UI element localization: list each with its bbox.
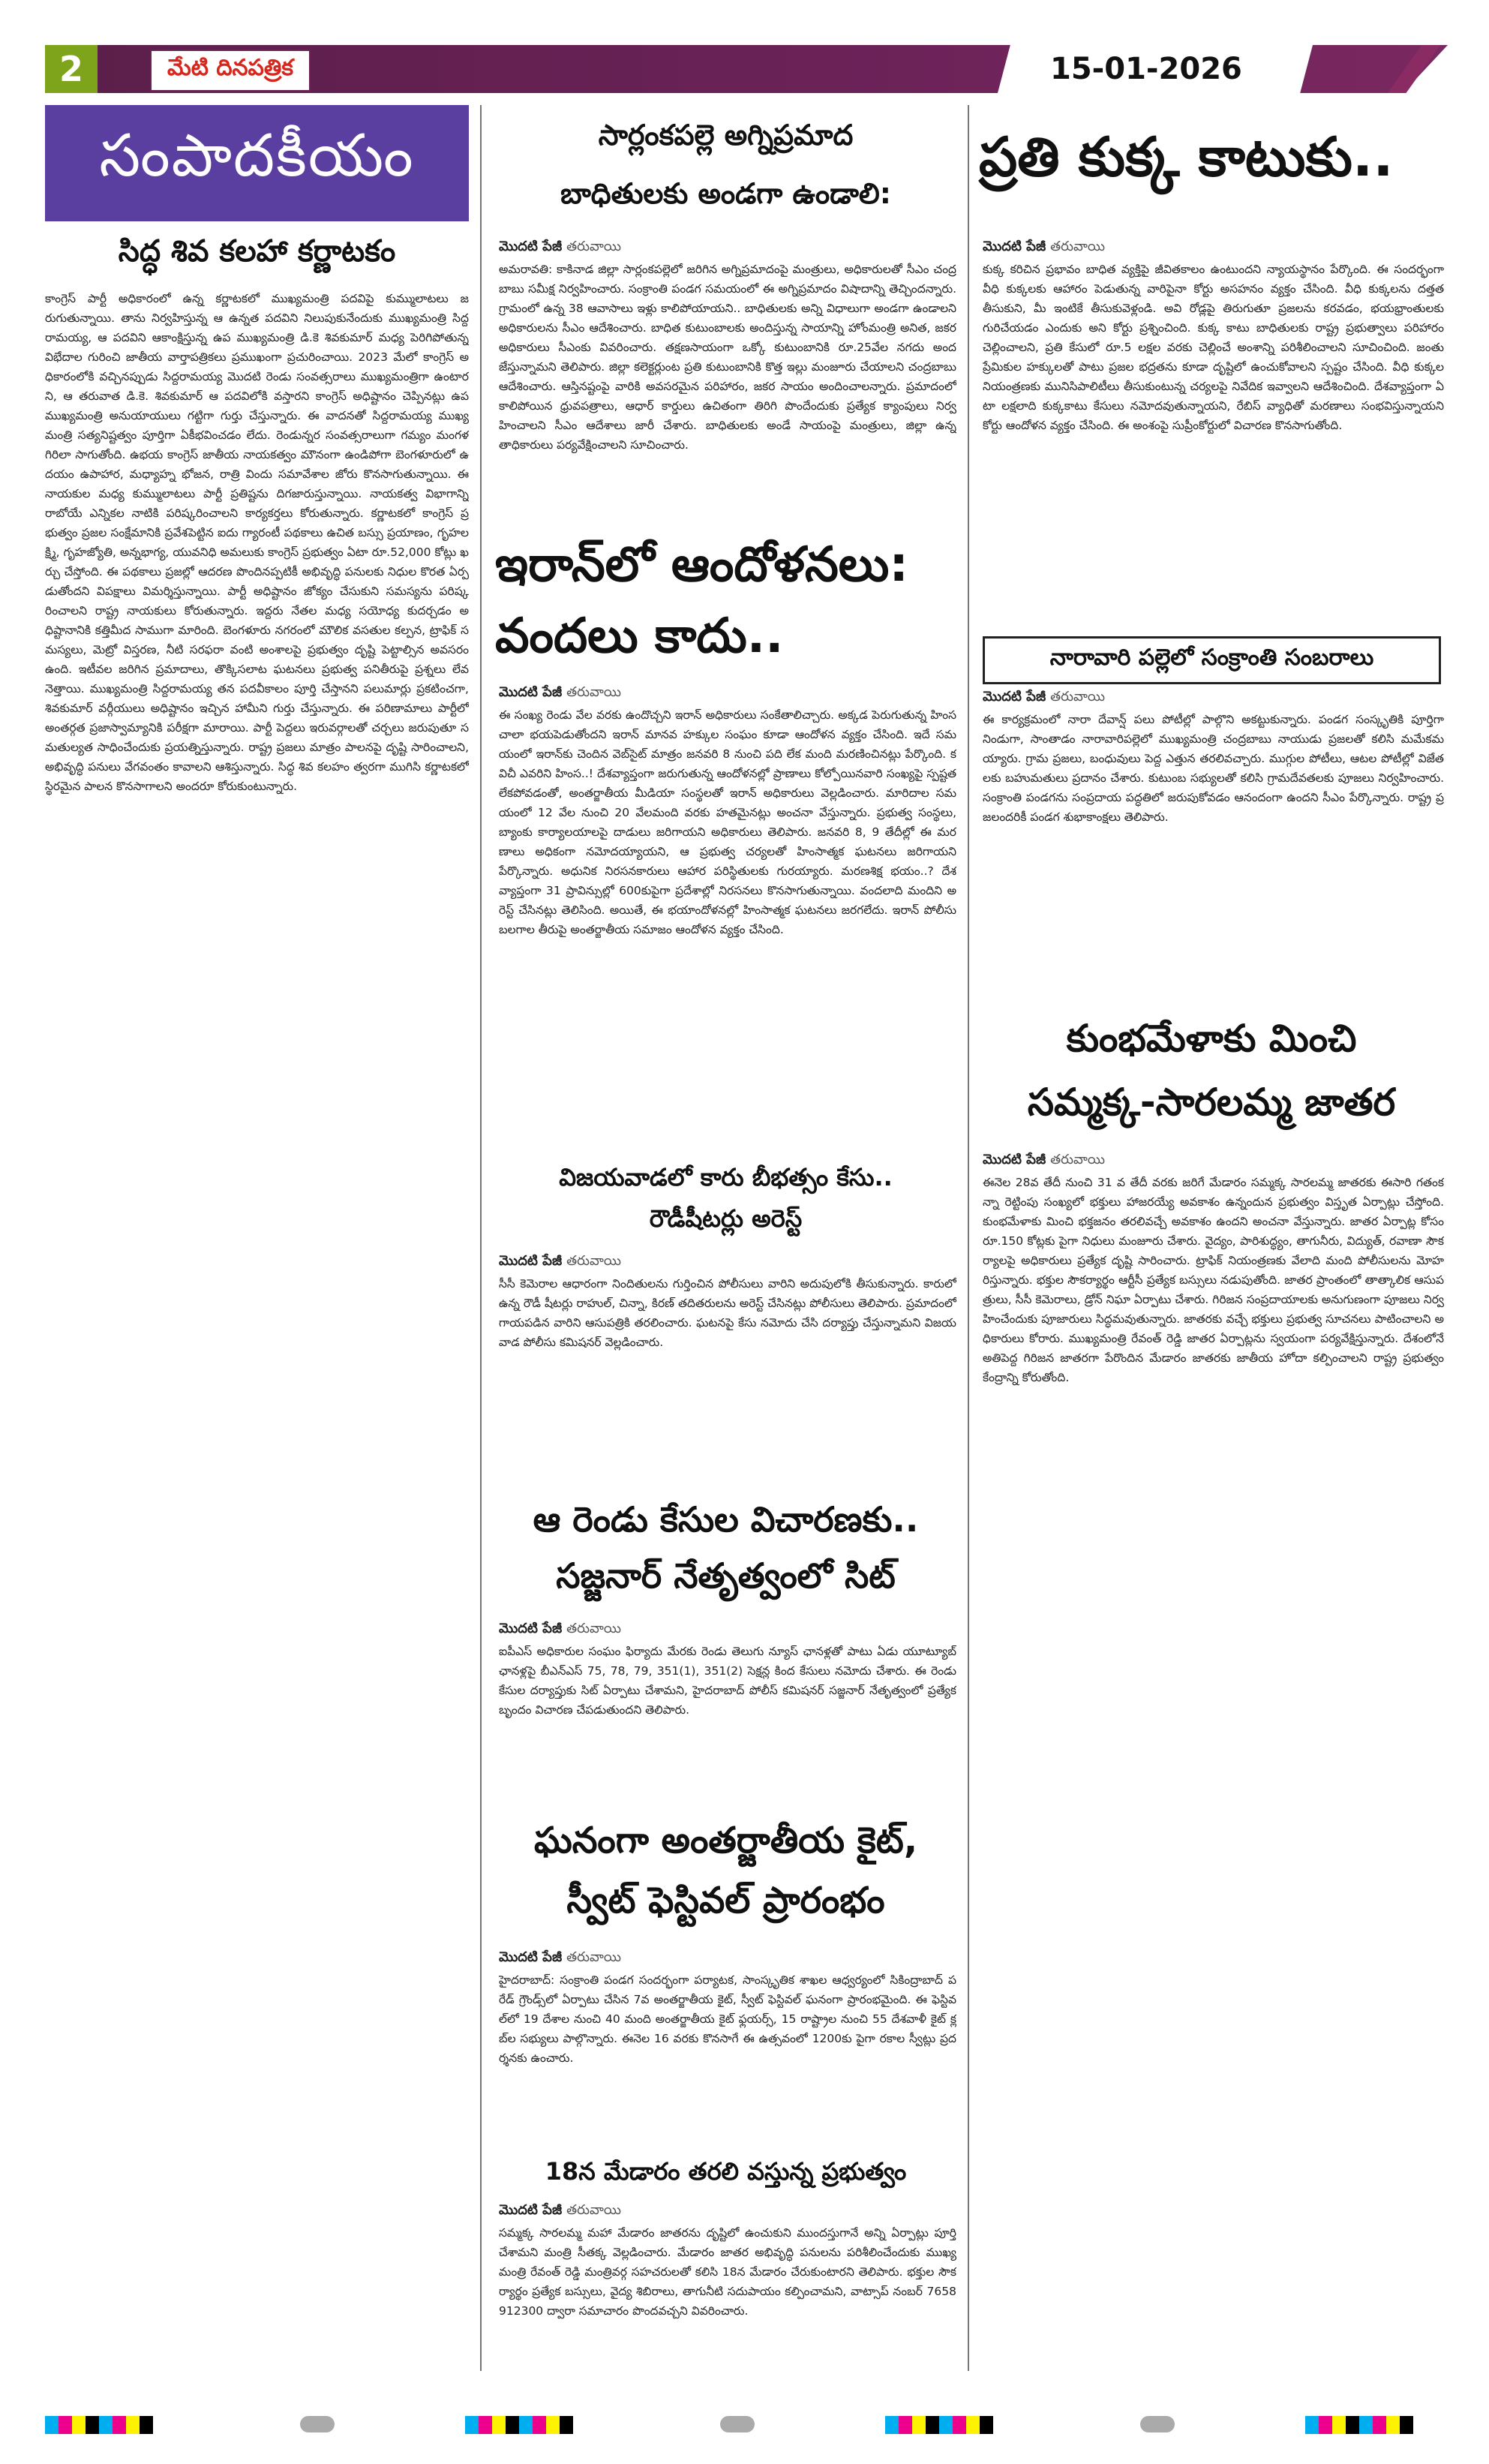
article4-subhead: సజ్జనార్ నేతృత్వంలో సిట్ [556,1555,896,1596]
article9-body: ఈనెల 28వ తేదీ నుంచి 31 వ తేదీ వరకు జరిగే మేడారం సమ్మక్క సారలమ్మ జాతరకు ఈసారి గతంకన్నా రెట్టింపు సంఖ్యలో భక్తులు హాజరయ్యే అవకాశం ఉన్నందున ప్రభుత్వం విస్తృత ఏర్పాట్లు చేస్తోంది. కుంభమేళాకు మించి భక్తజనం తరలివచ్చే అవకాశం ఉందని అంచనా వేస్తున్నారు. జాతర ఏర్పాట్ల కోసం రూ.150 కోట్లకు పైగా నిధులు మంజూరు చేశారు. వైద్యం, పారిశుద్ధ్యం, తాగునీరు, విద్యుత్, రవాణా సౌకర్యాలపై అధికారులు ప్రత్యేక దృష్టి సారించారు. ట్రాఫిక్ నియంత్రణకు వేలాది మంది పోలీసులను మోహరిస్తున్నారు. భక్తుల సౌకర్యార్థం ఆర్టీసీ ప్రత్యేక బస్సులు నడుపుతోంది. జాతర ప్రాంతంలో తాత్కాలిక ఆసుపత్రులు, సీసీ కెమెరాలు, డ్రోన్ నిఘా ఏర్పాటు చేశారు. గిరిజన సంప్రదాయాలకు అనుగుణంగా పూజలు నిర్వహించేందుకు పూజారులు సిద్ధమవుతున్నారు. జాతరకు వచ్చే భక్తులు ప్రభుత్వ సూచనలు పాటించాలని అధికారులు కోరారు. ముఖ్యమంత్రి రేవంత్ రెడ్డి జాతర ఏర్పాట్లను స్వయంగా పర్యవేక్షిస్తున్నారు. దేశంలోనే అతిపెద్ద గిరిజన జాతరగా పేరొందిన మేడారం జాతరకు జాతీయ హోదా కల్పించాలని రాష్ట్ర ప్రభుత్వం కేంద్రాన్ని కోరుతోంది. [983,1176,1444,1384]
article2-body: ఈ సంఖ్య రెండు వేల వరకు ఉందొచ్చని ఇరాన్ అధికారులు సంకేతాలిచ్చారు. అక్కడ పెరుగుతున్న హింస చాలా భయపెడుతోందని ఇరాన్ మానవ హక్కుల సంఘం కూడా ఆందోళన వ్యక్తం చేసింది. ఇదే సమయంలో ఇరాన్‌కు చెందిన వెబ్‌సైట్ మాత్రం జనవరి 8 నుంచి పది లేక మంది మరణించినట్లు పేర్కొంది. కవిచీ ఎవరిని హింస..! దేశవ్యాప్తంగా జరుగుతున్న ఆందోళనల్లో ప్రాణాలు కోల్పోయినవారి సంఖ్యపై స్పష్టత లేకపోవడంతో, అంతర్జాతీయ మీడియా సంస్థలతో ఇరాన్ అధికారులు వెల్లడించారు. మారిదాల సమయంలో 12 వేల నుంచి 20 వేలమంది వరకు హతమైనట్లు అంచనా వేస్తున్నారు. ప్రభుత్వ సంస్థలు, బ్యాంకు కార్యాలయాలపై దాడులు జరిగాయని అధికారులు తెలిపారు. జనవరి 8, 9 తేదీల్లో ఈ మరణాలు అధికంగా నమోదయ్యాయని, ఆ ప్రభుత్వ చర్యలతో హింసాత్మక ఘటనలు జరిగాయని పేర్కొన్నారు. అధునిక నిరసనకారులు ఆహార పరిస్థితులకు గురయ్యారు. మరణశిక్ష భయం..? దేశవ్యాప్తంగా 31 ప్రావిన్సుల్లో 600కుపైగా ప్రదేశాల్లో నిరసనలు కొనసాగుతున్నాయి. వందలాది మందిని అరెస్ట్ చేసినట్లు తెలిసింది. అయితే, ఈ భయాందోళనల్లో హింసాత్మక ఘటనలు జరగలేదు. ఇరాన్ పోలీసు బలగాల తీరుపై అంతర్జాతీయ సమాజం ఆందోళన వ్యక్తం చేసింది. [499,708,956,936]
article4-body: ఐపీఎస్ అధికారుల సంఘం ఫిర్యాదు మేరకు రెండు తెలుగు న్యూస్ ఛానళ్లతో పాటు ఏడు యూట్యూబ్ ఛానళ్లపై బీఎన్ఎస్ 75, 78, 79, 351(1), 351(2) సెక్షన్ల కింద కేసులు నమోదు చేశారు. ఈ రెండు కేసుల దర్యాప్తుకు సిట్ ఏర్పాటు చేశామని, హైదరాబాద్ పోలీస్ కమిషనర్ సజ్జనార్ నేతృత్వంలో ప్రత్యేక బృందం విచారణ చేపడుతుందని తెలిపారు. [499,1645,956,1717]
color-registration-bar [465,2416,573,2434]
article8-body: ఈ కార్యక్రమంలో నారా దేవాన్ష్ పలు పోటీల్లో పాల్గొని అకట్టుకున్నారు. పండగ సంస్కృతికి పూర్తిగా నిండుగా, సాంతాడం నారావారిపల్లెలో ముఖ్యమంత్రి చంద్రబాబు నాయుడు ప్రజలతో కలిసి మమేకమయ్యారు. గ్రామ ప్రజలు, బంధువులు పెద్ద ఎత్తున తరలివచ్చారు. ముగ్గుల పోటీలు, ఆటల పోటీల్లో విజేతలకు బహుమతులు ప్రదానం చేశారు. కుటుంబ సభ్యులతో కలిసి గ్రామదేవతలకు పూజలు నిర్వహించారు. సంక్రాంతి పండగను సంప్రదాయ పద్ధతిలో జరుపుకోవడం ఆనందంగా ఉందని సీఎం పేర్కొన్నారు. రాష్ట్ర ప్రజలందరికీ పండగ శుభాకాంక్షలు తెలిపారు. [983,713,1444,824]
article8-headline: నారావారి పల్లెలో సంక్రాంతి సంబరాలు [1049,645,1374,671]
column-divider [968,105,969,2371]
article2-headline-line1: ఇరాన్‌లో ఆందోళనలు: [495,536,908,593]
article1-headline-line1: సార్లంకపల్లె అగ్నిప్రమాద [598,119,854,152]
color-registration-bar [1305,2416,1413,2434]
column-divider [480,105,482,2371]
registration-pill [1140,2416,1175,2432]
article3-subhead: రౌడీషీటర్లు అరెస్ట్ [649,1203,803,1233]
article7-headline: ప్రతి కుక్క కాటుకు.. [979,125,1394,188]
article2-byline: మొదటి పేజీ తరువాయి [499,684,622,700]
editorial-banner: సంపాదకీయం [45,105,469,221]
article4-byline: మొదటి పేజీ తరువాయి [499,1621,622,1636]
article9-headline-line2: సమ్మక్క-సారలమ్మ జాతర [1027,1080,1396,1124]
editorial-body: కాంగ్రెస్ పార్టీ అధికారంలో ఉన్న కర్ణాటకలో ముఖ్యమంత్రి పదవిపై కుమ్ములాటలు జరుగుతున్నాయి. తాను నిర్వహిస్తున్న ఆ ఉన్నత పదవిని నిలుపుకునేందుకు ముఖ్యమంత్రి సిద్దరామయ్య, ఆ పదవిని ఆకాంక్షిస్తున్న ఉప ముఖ్యమంత్రి డి.కె శివకుమార్ మధ్య పెరిగిపోతున్న విభేదాల గురించి జాతీయ వార్తాపత్రికలు ప్రముఖంగా ప్రచురించాయి. 2023 మేలో కాంగ్రెస్ అధికారంలోకి వచ్చినప్పుడు సిద్దరామయ్య మొదటి రెండు సంవత్సరాలు ముఖ్యమంత్రిగా ఉంటారని, ఆ తరువాత డి.కె. శివకుమార్ ఆ పదవిలోకి వస్తారని కాంగ్రెస్ అధిష్టానం చెప్పినట్లు ఉప ముఖ్యమంత్రి అనుయాయులు గట్టిగా గుర్తు చేస్తున్నారు. ఈ వాదనతో సిద్దరామయ్య ముఖ్యమంత్రి సత్యనిష్టత్వం పూర్తిగా ఏకీభవించడం లేదు. రెండున్నర సంవత్సరాలుగా గమ్యం మంగళగిరిలా సాగుతోంది. ఉభయ కాంగ్రెస్ జాతీయ నాయకత్వం మౌనంగా ఉండిపోగా బెంగళూరులో ఉదయం ఉపాహార, మధ్యాహ్న భోజన, రాత్రి విందు సమావేశాల జోరు కొనసాగుతున్నాయి. ఈ నాయకుల మధ్య కుమ్ములాటలు పార్టీ ప్రతిష్టను దిగజారుస్తున్నాయి. నాయకత్వ విభాగాన్ని రాబోయే ఎన్నికల నాటికి పరిష్కరించాలని కార్యకర్తలు కోరుతున్నారు. కర్ణాటకలో కాంగ్రెస్ ప్రభుత్వం ప్రజల సంక్షేమానికి ప్రవేశపెట్టిన ఐదు గ్యారంటీ పథకాలు ఉచిత బస్సు ప్రయాణం, గృహలక్ష్మి, గృహజ్యోతి, అన్నభాగ్య, యువనిధి అమలుకు కాంగ్రెస్ ప్రభుత్వం ఏటా రూ.52,000 కోట్లు ఖర్చు చేస్తోంది. ఈ పథకాలు ప్రజల్లో ఆదరణ పొందినప్పటికీ అభివృద్ధి పనులకు నిధుల కొరత ఏర్పడుతోందని విపక్షాలు విమర్శిస్తున్నాయి. పార్టీ అధిష్టానం జోక్యం చేసుకుని సమస్యను పరిష్కరించాలని రాష్ట్ర నాయకులు కోరుతున్నారు. ఇద్దరు నేతల మధ్య సయోధ్య కుదర్చడం అధిష్టానానికి కత్తిమీద సాముగా మారింది. బెంగళూరు నగరంలో మౌలిక వసతుల కల్పన, ట్రాఫిక్ సమస్యలు, మెట్రో విస్తరణ, నీటి సరఫరా వంటి అంశాలపై ప్రభుత్వం దృష్టి పెట్టాల్సిన అవసరం ఉంది. ఇటీవల జరిగిన ప్రమాదాలు, తొక్కిసలాట ఘటనలు ప్రభుత్వ పనితీరుపై ప్రశ్నలు లేవనెత్తాయి. ముఖ్యమంత్రి సిద్దరామయ్య తన పదవీకాలం పూర్తి చేస్తానని పలుమార్లు ప్రకటించగా, శివకుమార్ వర్గీయులు అధిష్టానం ఇచ్చిన హామీని గుర్తు చేస్తున్నారు. ఈ పరిణామాలు పార్టీలో అంతర్గత ప్రజాస్వామ్యానికి పరీక్షగా మారాయి. పార్టీ పెద్దలు ఇరువర్గాలతో చర్చలు జరుపుతూ సమతుల్యత సాధించేందుకు ప్రయత్నిస్తున్నారు. రాష్ట్ర ప్రజలు మాత్రం పాలనపై దృష్టి సారించాలని, అభివృద్ధి పనులు వేగవంతం కావాలని ఆశిస్తున్నారు. సిద్ధ శివ కలహం త్వరగా ముగిసి కర్ణాటకలో స్థిరమైన పాలన కొనసాగాలని అందరూ కోరుకుంటున్నారు. [45,292,469,793]
editorial-headline: సిద్ధ శివ కలహా కర్ణాటకం [118,234,396,269]
article9-byline: మొదటి పేజీ తరువాయి [983,1152,1106,1167]
page-number: 2 [45,45,98,93]
article5-headline-line1: ఘనంగా అంతర్జాతీయ కైట్, [533,1819,918,1862]
article6-byline: మొదటి పేజీ తరువాయి [499,2202,622,2218]
registration-pill [720,2416,755,2432]
article5-headline-line2: స్వీట్ ఫెస్టివల్ ప్రారంభం [566,1880,885,1922]
article9-headline-line1: కుంభమేళాకు మించి [1066,1016,1357,1060]
masthead-logo: మేటి దినపత్రిక [150,50,311,92]
article3-body: సీసీ కెమెరాల ఆధారంగా నిందితులను గుర్తించిన పోలీసులు వారిని అదుపులోకి తీసుకున్నారు. కారులో ఉన్న రౌడీ షీటర్లు రాహుల్, చిన్నా, కిరణ్ తదితరులను అరెస్ట్ చేసినట్లు పోలీసులు తెలిపారు. ప్రమాదంలో గాయపడిన వారిని ఆసుపత్రికి తరలించారు. ఘటనపై కేసు నమోదు చేసి దర్యాప్తు చేస్తున్నామని విజయవాడ పోలీసు కమిషనర్ వెల్లడించారు. [499,1277,956,1349]
color-registration-bar [45,2416,153,2434]
article6-body: సమ్మక్క సారలమ్మ మహా మేడారం జాతరను దృష్టిలో ఉంచుకుని ముందస్తుగానే అన్ని ఏర్పాట్లు పూర్తి చేశామని మంత్రి సీతక్క వెల్లడించారు. మేడారం జాతర అభివృద్ధి పనులను పరిశీలించేందుకు ముఖ్యమంత్రి రేవంత్ రెడ్డి మంత్రివర్గ సహచరులతో కలిసి 18న మేడారం చేరుకుంటారని తెలిపారు. భక్తుల సౌకర్యార్థం ప్రత్యేక బస్సులు, వైద్య శిబిరాలు, తాగునీటి సదుపాయం కల్పించామని, వాట్సాప్ నంబర్ 7658912300 ద్వారా సమాచారం పొందవచ్చని వివరించారు. [499,2226,956,2318]
article4-headline: ఆ రెండు కేసుల విచారణకు.. [533,1499,919,1540]
article3-byline: మొదటి పేజీ తరువాయి [499,1253,622,1269]
article8-headline-box [983,636,1441,684]
article2-headline-line2: వందలు కాదు.. [495,608,784,664]
issue-date: 15-01-2026 [1050,52,1242,86]
registration-pill [300,2416,335,2432]
article7-body: కుక్క కరిచిన ప్రభావం బాధిత వ్యక్తిపై జీవితకాలం ఉంటుందని న్యాయస్థానం పేర్కొంది. ఈ సందర్భంగా వీధి కుక్కలకు ఆహారం పెడుతున్న వారిపైనా కోర్టు అసహనం వ్యక్తం చేసింది. వీధి కుక్కలను దత్తత తీసుకుని, మీ ఇంటికే తీసుకువెళ్లండి. అవి రోడ్లపై తిరుగుతూ ప్రజలను కరవడం, భయభ్రాంతులకు గురిచేయడం ఎందుకు అని కోర్టు ప్రశ్నించింది. కుక్క కాటు బాధితులకు రాష్ట్ర ప్రభుత్వాలు పరిహారం చెల్లించాలని, ప్రతి కేసులో రూ.5 లక్షల వరకు చెల్లించే అంశాన్ని పరిశీలించాలని సూచించింది. జంతు ప్రేమికుల హక్కులతో పాటు ప్రజల భద్రతను కూడా దృష్టిలో ఉంచుకోవాలని స్పష్టం చేసింది. వీధి కుక్కల నియంత్రణకు మునిసిపాలిటీలు తీసుకుంటున్న చర్యలపై నివేదిక ఇవ్వాలని ఆదేశించింది. దేశవ్యాప్తంగా ఏటా లక్షలాది కుక్కకాటు కేసులు నమోదవుతున్నాయని, రేబిస్ వ్యాధితో మరణాలు సంభవిస్తున్నాయని కోర్టు ఆందోళన వ్యక్తం చేసింది. ఈ అంశంపై సుప్రీంకోర్టులో విచారణ కొనసాగుతోంది. [983,263,1444,432]
article6-headline: 18న మేడారం తరలి వస్తున్న ప్రభుత్వం [545,2156,907,2186]
article3-headline: విజయవాడలో కారు బీభత్సం కేసు.. [559,1162,893,1191]
article7-byline: మొదటి పేజీ తరువాయి [983,239,1106,254]
article1-headline-line2: బాధితులకు అండగా ఉండాలి: [560,177,891,210]
color-registration-bar [885,2416,993,2434]
article5-body: హైదరాబాద్: సంక్రాంతి పండగ సందర్భంగా పర్యాటక, సాంస్కృతిక శాఖల ఆధ్వర్యంలో సికింద్రాబాద్ పరేడ్ గ్రౌండ్స్‌లో ఏర్పాటు చేసిన 7వ అంతర్జాతీయ కైట్, స్వీట్ ఫెస్టివల్ ఘనంగా ప్రారంభమైంది. ఈ ఫెస్టివల్‌లో 19 దేశాల నుంచి 40 మంది అంతర్జాతీయ కైట్ ఫ్లయర్స్, 15 రాష్ట్రాల నుంచి 55 దేశవాళీ కైట్ క్లబ్‌ల సభ్యులు పాల్గొన్నారు. ఈనెల 16 వరకు కొనసాగే ఈ ఉత్సవంలో 1200కు పైగా రకాల స్వీట్లు ప్రదర్శనకు ఉంచారు. [499,1973,956,2065]
article5-byline: మొదటి పేజీ తరువాయి [499,1949,622,1965]
article8-byline: మొదటి పేజీ తరువాయి [983,689,1106,705]
article1-byline: మొదటి పేజీ తరువాయి [499,239,622,254]
article1-body: అమరావతి: కాకినాడ జిల్లా సార్లంకపల్లెలో జరిగిన అగ్నిప్రమాదంపై మంత్రులు, అధికారులతో సీఎం చంద్రబాబు సమీక్ష నిర్వహించారు. సంక్రాంతి పండగ సమయంలో ఈ అగ్నిప్రమాదం విషాదాన్ని తెచ్చిందన్నారు. గ్రామంలో ఉన్న 38 ఆవాసాలు ఇళ్లు కాలిపోయాయని.. బాధితులకు అన్ని విధాలుగా అండగా ఉండాలని అధికారులను సీఎం ఆదేశించారు. బాధిత కుటుంబాలకు అందిస్తున్న సాయాన్ని హోంమంత్రి అనిత, జకర అధికారులు సీఎంకు వివరించారు. తక్షణసాయంగా ఒక్కో కుటుంబానికి రూ.25వేల నగదు అందజేస్తున్నామని తెలిపారు. జిల్లా కలెక్టర్లుంట ప్రతి కుటుంబానికి కొత్త ఇల్లు మంజూరు చేయాలని చంద్రబాబు ఆదేశించారు. ఆస్తినష్టంపై వారికి అవసరమైన పరిహారం, జకర సాయం అందించాలన్నారు. ప్రమాదంలో కాలిపోయిన ధ్రువపత్రాలు, ఆధార్ కార్డులు ఉచితంగా తిరిగి పొందేందుకు ప్రత్యేక క్యాంపులు నిర్వహించాలని సీఎం ఆదేశాలు జారీ చేశారు. బాధితులకు అండే సాయంపై మంత్రులు, జిల్లా ఉన్నతాధికారులు పర్యవేక్షించాలని సూచించారు. [499,263,956,452]
